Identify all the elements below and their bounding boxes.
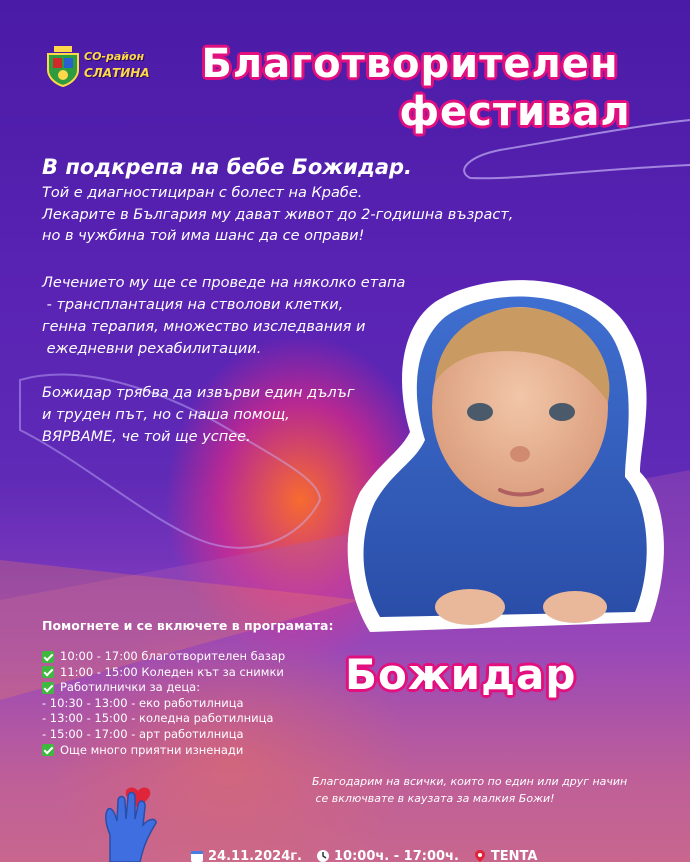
program-item-text: - 10:30 - 13:00 - еко работилница	[42, 695, 244, 710]
district-logo	[44, 44, 150, 90]
district-name: СЛАТИНА	[84, 66, 150, 80]
program-item	[42, 665, 372, 681]
program-item-text: Още много приятни изненади	[60, 742, 244, 757]
program-block	[42, 618, 372, 758]
event-details-bar	[190, 846, 551, 862]
program-list	[42, 649, 372, 758]
program-item	[42, 743, 372, 759]
hope-line: Божидар трябва да извърви един дълъг	[42, 385, 355, 401]
program-item	[42, 649, 372, 665]
thanks-message	[312, 773, 652, 807]
event-location: TENTA	[490, 848, 538, 862]
treatment-line: - трансплантация на стволови клетки,	[42, 297, 344, 313]
baby-photo	[340, 272, 670, 652]
hope-line: и труден път, но с наша помощ,	[42, 407, 290, 423]
program-item-text: - 13:00 - 15:00 - коледна работилница	[42, 711, 274, 726]
title-line-2: фестивал	[399, 89, 631, 135]
program-item-text: - 15:00 - 17:00 - арт работилница	[42, 726, 244, 741]
program-item-text: 10:00 - 17:00 благотворителен базар	[60, 649, 286, 663]
intro-line: но в чужбина той има шанс да се оправи!	[42, 228, 365, 244]
location-pin-icon	[473, 849, 487, 862]
program-item-text: Работилнички за деца:	[60, 680, 201, 695]
program-item	[42, 727, 372, 743]
title-line-1: Благотворителен	[201, 41, 619, 87]
clock-icon	[316, 849, 330, 862]
checkmark-icon	[42, 744, 54, 756]
hope-line: ВЯРВАМЕ, че той ще успее.	[42, 429, 251, 445]
hand-heart-icon	[100, 785, 170, 862]
intro-line: Той е диагностициран с болест на Крабе.	[42, 185, 363, 201]
calendar-icon	[190, 849, 204, 862]
child-name: Божидар	[345, 650, 577, 699]
checkmark-icon	[42, 682, 54, 694]
district-label: СО-район	[84, 50, 145, 63]
program-item	[42, 680, 372, 696]
thanks-line: се включвате в каузата за малкия Божи!	[312, 792, 555, 805]
program-heading: Помогнете и се включете в програмата:	[42, 618, 334, 633]
thanks-line: Благодарим на всички, които по един или друг начин	[312, 775, 628, 788]
treatment-line: ежедневни рехабилитации.	[42, 341, 262, 357]
treatment-line: генна терапия, множество изследвания и	[42, 319, 366, 335]
program-item	[42, 696, 372, 712]
intro-block	[42, 155, 642, 248]
intro-line: Лекарите в България му дават живот до 2-годишна възраст,	[42, 206, 514, 223]
program-item	[42, 711, 372, 727]
event-time: 10:00ч. - 17:00ч.	[333, 848, 459, 862]
intro-heading: В подкрепа на бебе Божидар.	[42, 155, 413, 179]
checkmark-icon	[42, 666, 54, 678]
checkmark-icon	[42, 651, 54, 663]
event-date: 24.11.2024г.	[208, 848, 302, 862]
coat-of-arms-icon	[44, 44, 82, 88]
program-item-text: 11:00 - 15:00 Коледен кът за снимки	[60, 664, 284, 679]
treatment-line: Лечението му ще се проведе на няколко етапа	[42, 275, 406, 291]
